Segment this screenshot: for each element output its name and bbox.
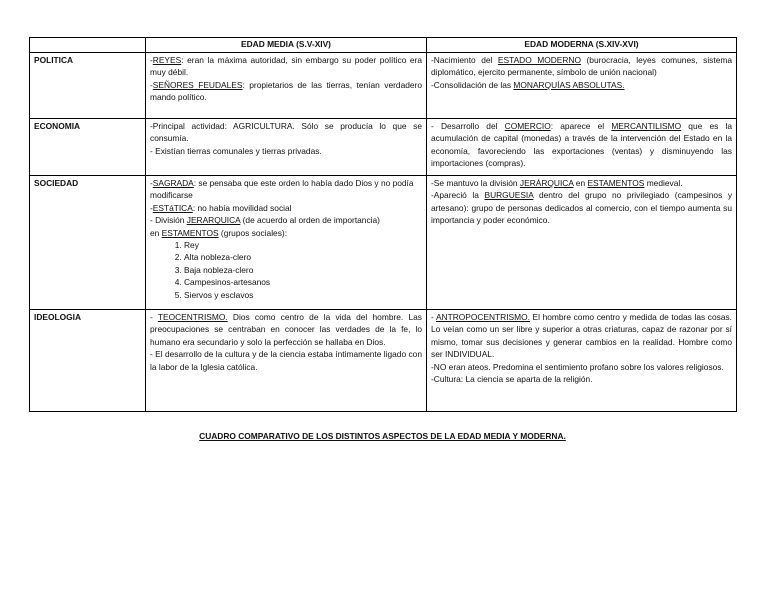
ideologia-moderna-line-1: - ANTROPOCENTRISMO. El hombre como centro y medida de todas las cosas. Lo veían como un ser libre y superior a otras criaturas, capaz de razonar por sí mismo, tomar sus decisiones y generar cambios en la realidad. Hombre como ser INDIVIDUAL. bbox=[431, 312, 732, 360]
politica-moderna-line-1: -Nacimiento del ESTADO MODERNO (burocracia, leyes comunes, sistema diplomático, ejercito permanente, símbolo de unión nacional) bbox=[431, 55, 732, 78]
term-teocentrismo: TEOCENTRISMO. bbox=[157, 312, 228, 322]
sociedad-moderna-line-1: -Se mantuvo la división JERÁRQUICA en ESTAMENTOS medieval. bbox=[431, 178, 683, 188]
sociedad-moderna-line-2: -Apareció la BURGUESIA dentro del grupo no privilegiado (campesinos y artesano): grupo de personas dedicados al comercio, con el tiempo aumenta su importancia y poder económico. bbox=[431, 190, 733, 226]
list-item: 2. Alta nobleza-clero bbox=[184, 251, 422, 263]
politica-moderna-line-2: -Consolidación de las MONARQUÍAS ABSOLUTAS. bbox=[431, 79, 625, 90]
term-jerarquica-moderna: JERÁRQUICA bbox=[519, 178, 574, 188]
header-edad-media: EDAD MEDIA (S.V-XIV) bbox=[146, 38, 427, 53]
row-sociedad bbox=[30, 176, 737, 310]
economia-media-line-1: -Principal actividad: AGRICULTURA. Sólo se producía lo que se consumía. bbox=[150, 121, 422, 144]
comparison-table bbox=[29, 37, 737, 412]
term-mercantilismo: MERCANTILISMO bbox=[611, 121, 682, 131]
row-label-economia: ECONOMIA bbox=[30, 119, 146, 176]
sociedad-media-line-1: -SAGRADA: se pensaba que este orden lo había dado Dios y no podía modificarse bbox=[150, 178, 414, 201]
cell-economia-media bbox=[146, 119, 427, 176]
cell-economia-moderna bbox=[427, 119, 737, 176]
list-item: 3. Baja nobleza-clero bbox=[184, 264, 422, 276]
term-burguesia: BURGUESIA bbox=[484, 190, 534, 201]
term-sagrada: SAGRADA bbox=[152, 178, 194, 188]
sociedad-media-line-2: -ESTáTICA: no había movilidad social bbox=[150, 202, 292, 213]
term-estado-moderno: ESTADO MODERNO bbox=[497, 55, 581, 65]
term-estatica: ESTáTICA bbox=[152, 202, 193, 213]
row-politica bbox=[30, 53, 737, 119]
cell-ideologia-moderna bbox=[427, 310, 737, 412]
sociedad-media-line-3: - División JERARQUICA (de acuerdo al orden de importancia) bbox=[150, 215, 380, 226]
term-comercio: COMERCIO bbox=[504, 121, 551, 131]
ideologia-media-line-1: - TEOCENTRISMO. Dios como centro de la vida del hombre. Las preocupaciones se centraban en conocer las verdades de la fe, lo humano era secundario y solo la perfección se hallaba en Dios. bbox=[150, 312, 422, 347]
row-economia bbox=[30, 119, 737, 176]
header-row bbox=[30, 38, 737, 53]
cell-politica-media bbox=[146, 53, 427, 119]
cell-ideologia-media bbox=[146, 310, 427, 412]
term-antropocentrismo: ANTROPOCENTRISMO. bbox=[435, 312, 530, 322]
sociedad-media-line-4: en ESTAMENTOS (grupos sociales): bbox=[150, 227, 288, 238]
term-estamentos-moderna: ESTAMENTOS bbox=[587, 178, 645, 188]
estamentos-list bbox=[150, 239, 422, 301]
economia-moderna-line-1: - Desarrollo del COMERCIO: aparece el MERCANTILISMO que es la acumulación de capital (monedas) a través de la intervención del Estado en la economía, favoreciendo las exportaciones (ventas) y disminuyendo las importaciones (compras). bbox=[431, 121, 732, 169]
ideologia-moderna-line-3: -Cultura: La ciencia se aparta de la religión. bbox=[431, 374, 593, 385]
politica-media-line-2: -SEÑORES FEUDALES: propietarios de las tierras, tenían verdadero mando político. bbox=[150, 79, 422, 103]
term-reyes: REYES bbox=[152, 55, 182, 65]
row-label-sociedad: SOCIEDAD bbox=[30, 176, 146, 310]
header-edad-moderna: EDAD MODERNA (S.XIV-XVI) bbox=[427, 38, 737, 53]
row-label-ideologia: IDEOLOGIA bbox=[30, 310, 146, 412]
cell-sociedad-moderna bbox=[427, 176, 737, 310]
term-estamentos: ESTAMENTOS bbox=[161, 227, 219, 238]
term-senores-feudales: SEÑORES FEUDALES bbox=[152, 79, 243, 90]
table-caption: CUADRO COMPARATIVO DE LOS DISTINTOS ASPECTOS DE LA EDAD MEDIA Y MODERNA. bbox=[199, 431, 566, 441]
header-empty bbox=[30, 38, 146, 53]
ideologia-media-line-2: - El desarrollo de la cultura y de la ciencia estaba íntimamente ligado con la labor de la Iglesia católica. bbox=[150, 349, 422, 372]
list-item: 4. Campesinos-artesanos bbox=[184, 276, 422, 288]
cell-sociedad-media bbox=[146, 176, 427, 310]
term-monarquias-absolutas: MONARQUÍAS ABSOLUTAS. bbox=[513, 79, 625, 90]
list-item: 5. Siervos y esclavos bbox=[184, 289, 422, 301]
term-jerarquica: JERARQUICA bbox=[186, 215, 241, 226]
ideologia-moderna-line-2: -NO eran ateos. Predomina el sentimiento profano sobre los valores religiosos. bbox=[431, 361, 724, 372]
politica-media-line-1: -REYES: eran la máxima autoridad, sin embargo su poder político era muy débil. bbox=[150, 55, 422, 78]
cell-politica-moderna bbox=[427, 53, 737, 119]
economia-media-line-2: - Existían tierras comunales y tierras privadas. bbox=[150, 145, 322, 156]
row-ideologia bbox=[30, 310, 737, 412]
list-item: 1. Rey bbox=[184, 239, 422, 251]
row-label-politica: POLITICA bbox=[30, 53, 146, 119]
